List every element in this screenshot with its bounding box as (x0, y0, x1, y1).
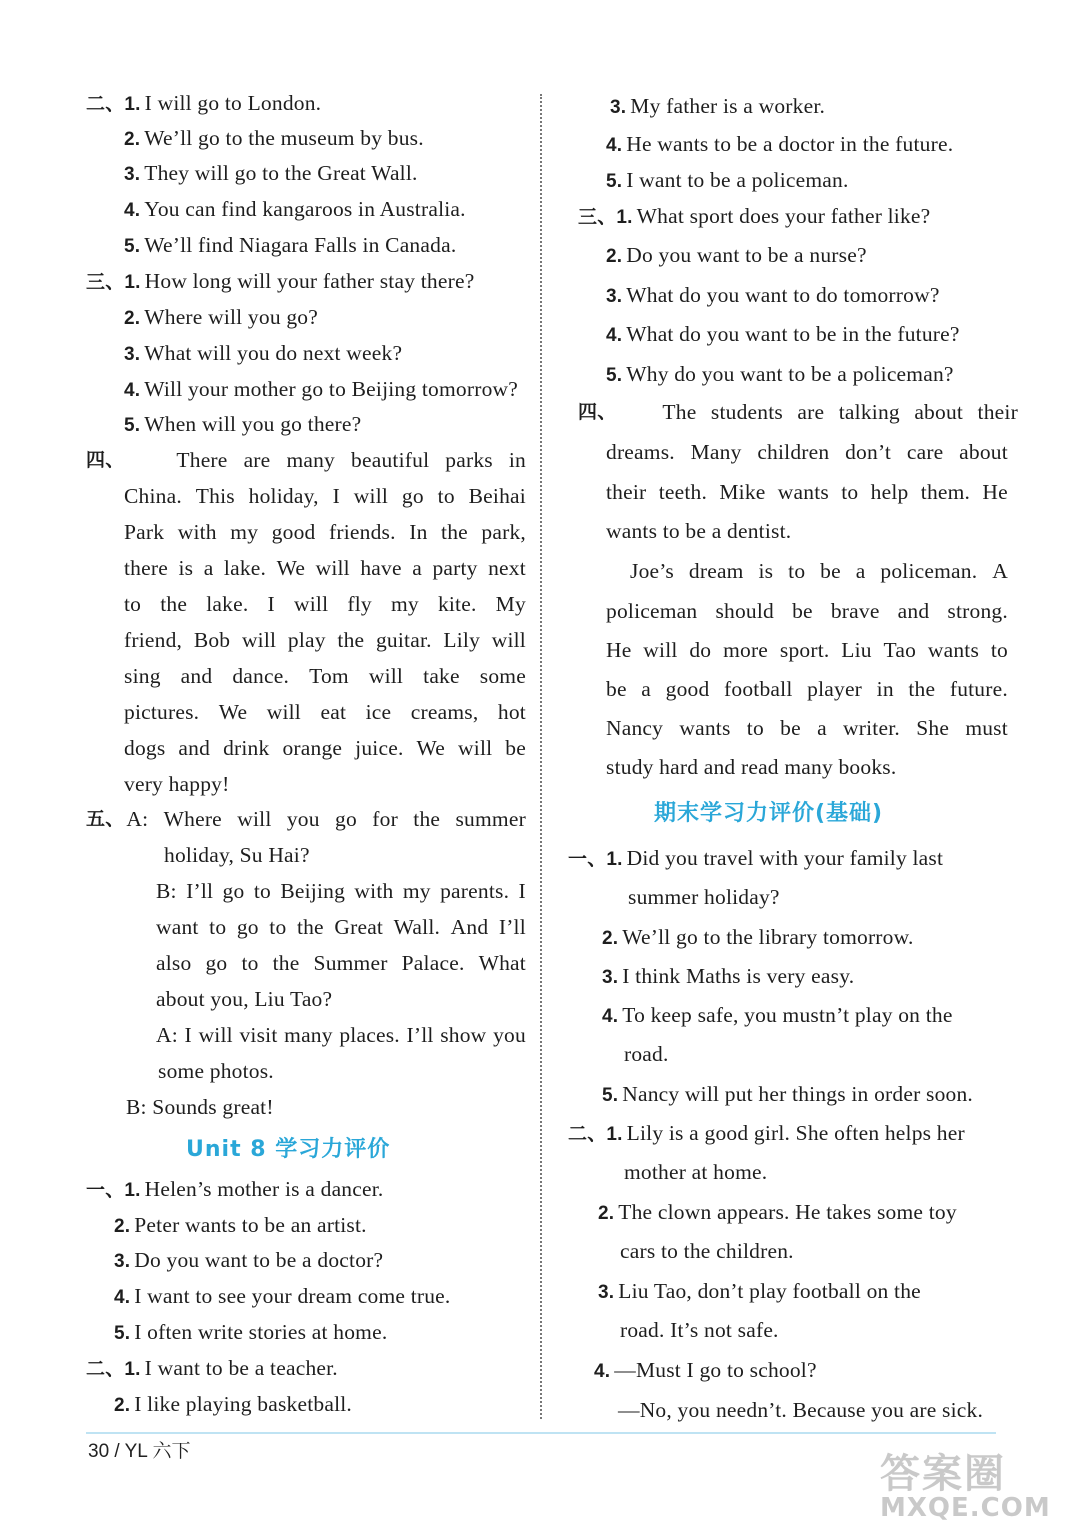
item-number: 1. (124, 1180, 141, 1201)
item-number: 2. (114, 1395, 131, 1416)
answer-line (606, 320, 960, 350)
line-text: about you, Liu Tao? (156, 987, 333, 1011)
item-number: 1. (124, 94, 141, 115)
answer-line (594, 1356, 817, 1386)
answer-line: be a good football player in the future. (606, 677, 1008, 701)
answer-line (124, 770, 229, 798)
watermark-line2: MXQE.COM (880, 1493, 1051, 1523)
line-text: cars to the children. (620, 1239, 794, 1263)
item-number: 4. (606, 325, 623, 346)
answer-line (628, 883, 780, 911)
line-text: What do you want to be in the future? (626, 322, 960, 346)
answer-line (124, 195, 466, 225)
answer-line (158, 1057, 274, 1085)
item-number: 1. (606, 849, 623, 870)
answer-line (568, 844, 943, 874)
item-number: 3. (606, 286, 623, 307)
item-number: 5. (124, 415, 141, 436)
answer-line (114, 1246, 383, 1276)
answer-line (86, 267, 474, 297)
item-number: 4. (124, 200, 141, 221)
line-text: He wants to be a doctor in the future. (626, 132, 954, 156)
line-text: When will you go there? (144, 412, 362, 436)
line-text: B: Sounds great! (126, 1095, 274, 1119)
answer-line: want to go to the Great Wall. And I’ll (156, 915, 526, 939)
answer-line (606, 241, 867, 271)
item-number: 3. (124, 344, 141, 365)
line-text: road. It’s not safe. (620, 1318, 779, 1342)
line-text: some photos. (158, 1059, 274, 1083)
watermark-line1: 答案圈 (880, 1451, 1006, 1497)
answer-line (606, 753, 896, 781)
answer-line (620, 1237, 794, 1265)
answer-line (602, 1001, 953, 1031)
item-number: 3. (610, 97, 627, 118)
line-text: I often write stories at home. (134, 1320, 388, 1344)
line-text: Why do you want to be a policeman? (626, 362, 954, 386)
item-number: 4. (114, 1287, 131, 1308)
section-marker: 一、 (86, 1179, 125, 1201)
item-number: 4. (602, 1006, 619, 1027)
answer-line (86, 805, 526, 833)
answer-line (578, 398, 1018, 426)
line-text: very happy! (124, 772, 230, 796)
line-text: I think Maths is very easy. (622, 964, 855, 988)
answer-line (124, 303, 318, 333)
line-text: wants to be a dentist. (606, 519, 792, 543)
line-text: Where will you go? (144, 305, 319, 329)
section-marker: 二、 (86, 93, 125, 115)
answer-line: pictures. We will eat ice creams, hot (124, 700, 526, 724)
section-marker: 四、 (578, 401, 617, 423)
answer-line: their teeth. Mike wants to help them. He (606, 480, 1008, 504)
answer-line (598, 1198, 957, 1228)
answer-line (124, 375, 518, 405)
line-text: —No, you needn’t. Because you are sick. (618, 1398, 984, 1422)
section-heading: Unit 8 学习力评价 (186, 1137, 391, 1162)
item-number: 1. (124, 1359, 141, 1380)
answer-line: policeman should be brave and strong. (606, 599, 1008, 623)
section-marker: 三、 (578, 206, 617, 228)
line-text: We’ll go to the museum by bus. (144, 126, 424, 150)
section-heading: 期末学习力评价(基础) (654, 801, 884, 826)
page-number: 30 / YL 六下 (88, 1441, 191, 1462)
item-number: 5. (124, 236, 141, 257)
section-marker: 二、 (568, 1123, 607, 1145)
answer-line: also go to the Summer Palace. What (156, 951, 526, 975)
line-text: I want to be a teacher. (144, 1356, 338, 1380)
answer-line: Joe’s dream is to be a policeman. A (630, 559, 1008, 583)
line-text: Peter wants to be an artist. (134, 1213, 367, 1237)
item-number: 2. (598, 1203, 615, 1224)
section-marker: 三、 (86, 271, 125, 293)
item-number: 2. (606, 246, 623, 267)
answer-line (578, 202, 930, 232)
answer-line: there is a lake. We will have a party next (124, 556, 526, 580)
line-text: Lily is a good girl. She often helps her (626, 1121, 965, 1145)
line-text: They will go to the Great Wall. (144, 161, 418, 185)
answer-line (126, 1093, 274, 1121)
line-text: Do you want to be a nurse? (626, 243, 867, 267)
line-text: Did you travel with your family last (626, 846, 944, 870)
answer-line (86, 89, 321, 119)
answer-line (124, 410, 361, 440)
answer-line: B: I’ll go to Beijing with my parents. I (156, 879, 526, 903)
item-number: 2. (124, 129, 141, 150)
answer-line (86, 446, 526, 474)
section-marker: 二、 (86, 1358, 125, 1380)
answer-line (618, 1396, 983, 1424)
line-text: holiday, Su Hai? (164, 843, 310, 867)
answer-line (86, 1354, 338, 1384)
watermark (880, 1442, 1051, 1523)
answer-line (114, 1211, 367, 1241)
answer-line (124, 231, 456, 261)
item-number: 3. (124, 164, 141, 185)
line-text: To keep safe, you mustn’t play on the (622, 1003, 953, 1027)
answer-line: He will do more sport. Liu Tao wants to (606, 638, 1008, 662)
line-text: I like playing basketball. (134, 1392, 353, 1416)
line-text: The clown appears. He takes some toy (618, 1200, 957, 1224)
section-marker: 一、 (568, 848, 607, 870)
line-text: What do you want to do tomorrow? (626, 283, 940, 307)
line-text: What will you do next week? (144, 341, 403, 365)
item-number: 5. (602, 1085, 619, 1106)
answer-line (124, 124, 424, 154)
answer-line (598, 1277, 921, 1307)
item-number: 5. (114, 1323, 131, 1344)
line-text: How long will your father stay there? (144, 269, 475, 293)
line-text: I want to see your dream come true. (134, 1284, 451, 1308)
answer-line (568, 1119, 965, 1149)
answer-line: friend, Bob will play the guitar. Lily will (124, 628, 526, 652)
line-text: —Must I go to school? (614, 1358, 817, 1382)
line-text: My father is a worker. (630, 94, 826, 118)
answer-line (610, 92, 825, 122)
answer-line (602, 962, 854, 992)
line-text: You can find kangaroos in Australia. (144, 197, 466, 221)
line-text: Nancy will put her things in order soon. (622, 1082, 974, 1106)
answer-line (624, 1040, 669, 1068)
item-number: 3. (598, 1282, 615, 1303)
answer-line (164, 841, 310, 869)
answer-line (602, 923, 914, 953)
answer-line: to the lake. I will fly my kite. My (124, 592, 526, 616)
line-text: I want to be a policeman. (626, 168, 849, 192)
item-number: 4. (606, 135, 623, 156)
item-number: 2. (124, 308, 141, 329)
line-text: road. (624, 1042, 669, 1066)
item-number: 4. (594, 1361, 611, 1382)
answer-line: Park with my good friends. In the park, (124, 520, 526, 544)
section-marker: 四、 (86, 449, 125, 471)
line-text: Will your mother go to Beijing tomorrow? (144, 377, 519, 401)
item-number: 1. (124, 272, 141, 293)
answer-line (124, 339, 402, 369)
answer-line: dreams. Many children don’t care about (606, 440, 1008, 464)
item-number: 1. (616, 207, 633, 228)
answer-line (620, 1316, 779, 1344)
item-number: 2. (602, 928, 619, 949)
item-number: 1. (606, 1124, 623, 1145)
answer-line (156, 985, 332, 1013)
line-text: Helen’s mother is a dancer. (144, 1177, 384, 1201)
answer-line: China. This holiday, I will go to Beihai (124, 484, 526, 508)
answer-line (606, 281, 940, 311)
answer-line (86, 1175, 384, 1205)
line-text: summer holiday? (628, 885, 780, 909)
line-text: We’ll find Niagara Falls in Canada. (144, 233, 457, 257)
line-text: Do you want to be a doctor? (134, 1248, 384, 1272)
answer-line: Nancy wants to be a writer. She must (606, 716, 1008, 740)
answer-line: A: I will visit many places. I’ll show you (156, 1023, 526, 1047)
answer-line: sing and dance. Tom will take some (124, 664, 526, 688)
answer-line (606, 166, 849, 196)
line-text: The students are talking about their (662, 400, 1018, 424)
answer-line (606, 360, 954, 390)
answer-line (606, 130, 953, 160)
answer-line (602, 1080, 973, 1110)
answer-line (114, 1390, 352, 1420)
section-marker: 五、 (86, 808, 125, 830)
line-text: A: Where will you go for the summer (126, 807, 526, 831)
answer-line (606, 517, 791, 545)
answer-line: dogs and drink orange juice. We will be (124, 736, 526, 760)
item-number: 2. (114, 1216, 131, 1237)
item-number: 3. (114, 1251, 131, 1272)
answer-line (124, 159, 418, 189)
column-divider (540, 94, 542, 1419)
line-text: What sport does your father like? (636, 204, 931, 228)
answer-line (114, 1318, 387, 1348)
line-text: We’ll go to the library tomorrow. (622, 925, 914, 949)
line-text: There are many beautiful parks in (176, 448, 526, 472)
item-number: 4. (124, 380, 141, 401)
line-text: mother at home. (624, 1160, 768, 1184)
answer-line (624, 1158, 767, 1186)
item-number: 3. (602, 967, 619, 988)
item-number: 5. (606, 171, 623, 192)
item-number: 5. (606, 365, 623, 386)
answer-line (114, 1282, 451, 1312)
line-text: Liu Tao, don’t play football on the (618, 1279, 921, 1303)
line-text: I will go to London. (144, 91, 322, 115)
footer-rule (86, 1432, 996, 1434)
line-text: study hard and read many books. (606, 755, 897, 779)
